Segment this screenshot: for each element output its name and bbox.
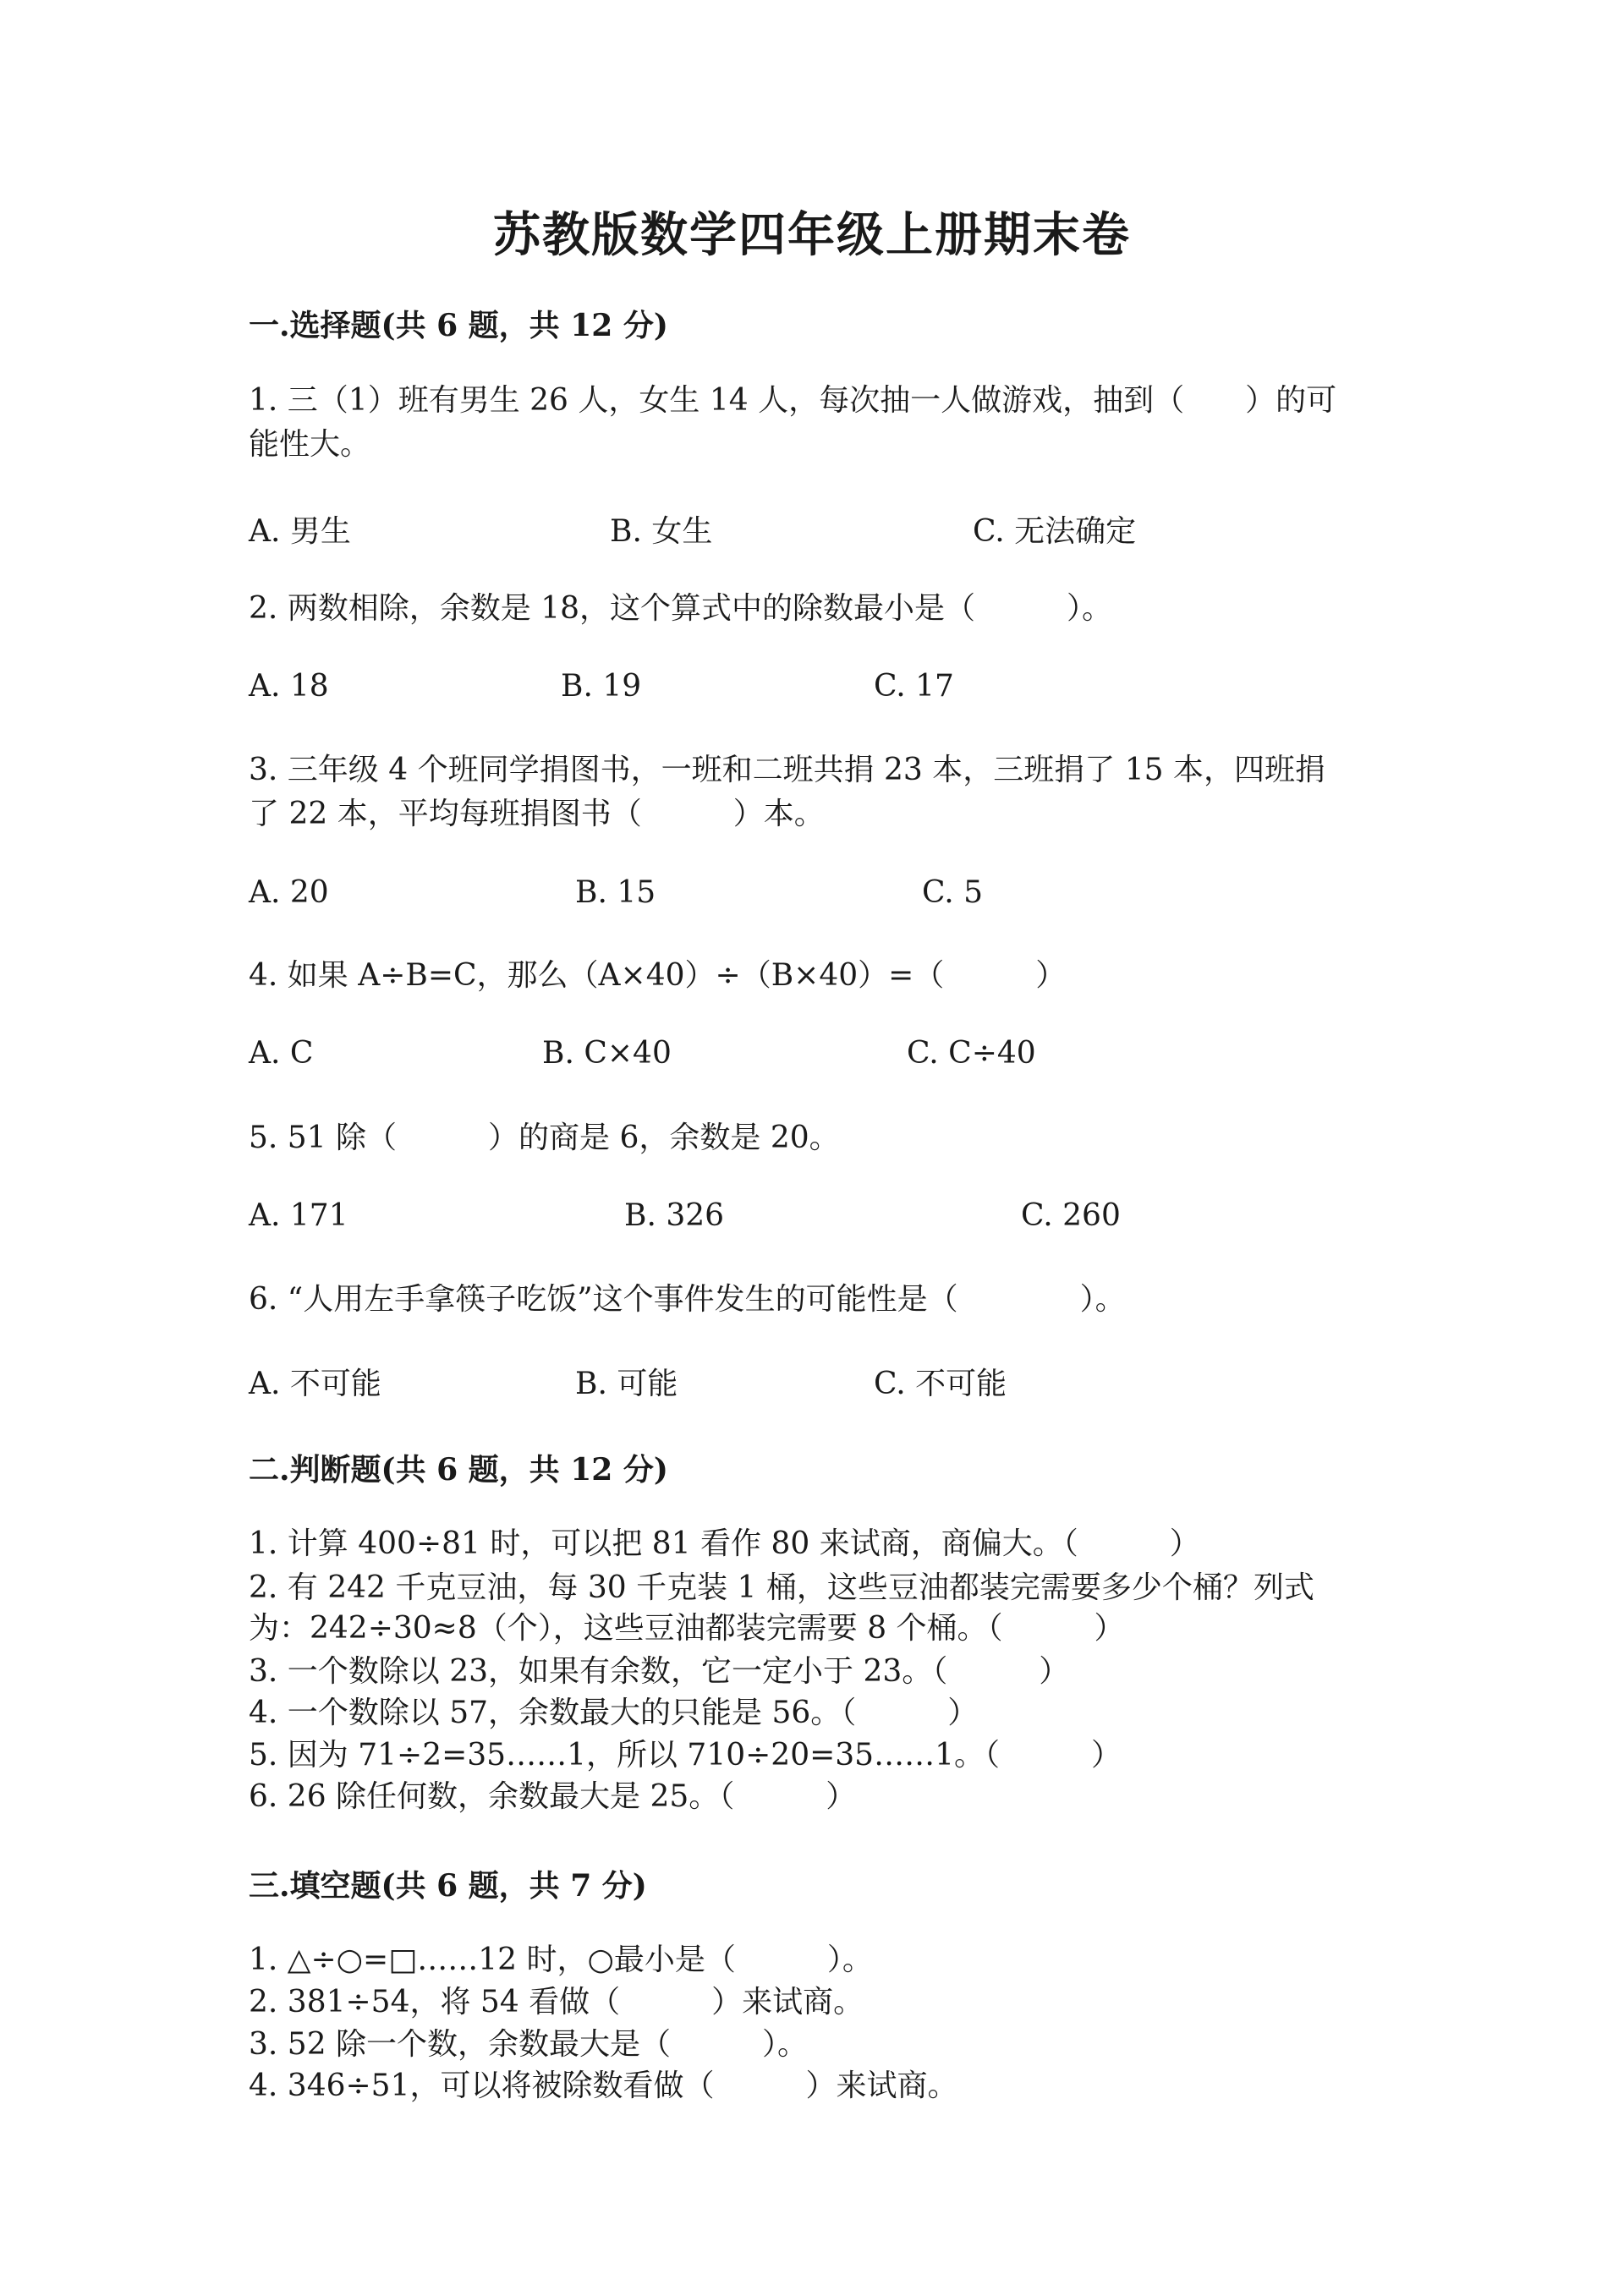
option-c: C. C÷40 [907, 1036, 1036, 1071]
question-line: 5. 因为 71÷2=35……1，所以 710÷20=35……1。（ ） [249, 1738, 1122, 1773]
question-line: 4. 一个数除以 57，余数最大的只能是 56。（ ） [249, 1696, 979, 1730]
option-c: C. 无法确定 [973, 514, 1137, 549]
question-line: 了 22 本，平均每班捐图书（ ）本。 [249, 797, 825, 831]
option-a: A. 不可能 [249, 1367, 381, 1401]
option-b: B. 19 [561, 669, 642, 704]
question-line: 1. 三（1）班有男生 26 人，女生 14 人，每次抽一人做游戏，抽到（ ）的可 [249, 383, 1337, 418]
question-line: 2. 381÷54，将 54 看做（ ）来试商。 [249, 1985, 864, 2019]
option-b: B. 可能 [575, 1367, 678, 1401]
section-heading-choice: 一.选择题(共 6 题，共 12 分) [249, 308, 668, 343]
question-line: 4. 如果 A÷B=C，那么（A×40）÷（B×40）=（ ） [249, 958, 1067, 993]
option-c: C. 不可能 [874, 1367, 1007, 1401]
question-line: 6. “人用左手拿筷子吃饭”这个事件发生的可能性是（ ）。 [249, 1282, 1126, 1317]
option-a: A. C [249, 1036, 314, 1071]
option-c: C. 260 [1021, 1198, 1121, 1233]
page-title: 苏教版数学四年级上册期末卷 [493, 207, 1131, 263]
option-b: B. C×40 [542, 1036, 672, 1071]
question-line: 2. 两数相除，余数是 18，这个算式中的除数最小是（ ）。 [249, 591, 1113, 626]
option-b: B. 326 [624, 1198, 725, 1233]
option-c: C. 5 [922, 875, 984, 910]
section-heading-fill: 三.填空题(共 6 题，共 7 分) [249, 1868, 647, 1904]
question-line: 3. 52 除一个数，余数最大是（ ）。 [249, 2027, 809, 2062]
option-a: A. 男生 [249, 514, 351, 549]
question-line: 4. 346÷51，可以将被除数看做（ ）来试商。 [249, 2069, 958, 2103]
question-line: 6. 26 除任何数，余数最大是 25。（ ） [249, 1779, 857, 1814]
question-line: 3. 一个数除以 23，如果有余数，它一定小于 23。（ ） [249, 1654, 1070, 1689]
question-line: 5. 51 除（ ）的商是 6，余数是 20。 [249, 1121, 840, 1155]
question-line: 3. 三年级 4 个班同学捐图书，一班和二班共捐 23 本，三班捐了 15 本，四班捐 [249, 753, 1325, 787]
option-c: C. 17 [874, 669, 954, 704]
option-b: B. 15 [575, 875, 656, 910]
option-a: A. 20 [249, 875, 329, 910]
question-line: 1. △÷○=□……12 时，○最小是（ ）。 [249, 1943, 873, 1977]
option-a: A. 18 [249, 669, 329, 704]
option-b: B. 女生 [610, 514, 713, 549]
question-line: 为：242÷30≈8（个），这些豆油都装完需要 8 个桶。（ ） [249, 1611, 1125, 1646]
question-line: 1. 计算 400÷81 时，可以把 81 看作 80 来试商，商偏大。（ ） [249, 1526, 1200, 1561]
question-line: 2. 有 242 千克豆油，每 30 千克装 1 桶，这些豆油都装完需要多少个桶？列式 [249, 1570, 1314, 1605]
section-heading-judgment: 二.判断题(共 6 题，共 12 分) [249, 1452, 668, 1488]
option-a: A. 171 [249, 1198, 348, 1233]
question-line: 能性大。 [249, 427, 371, 462]
